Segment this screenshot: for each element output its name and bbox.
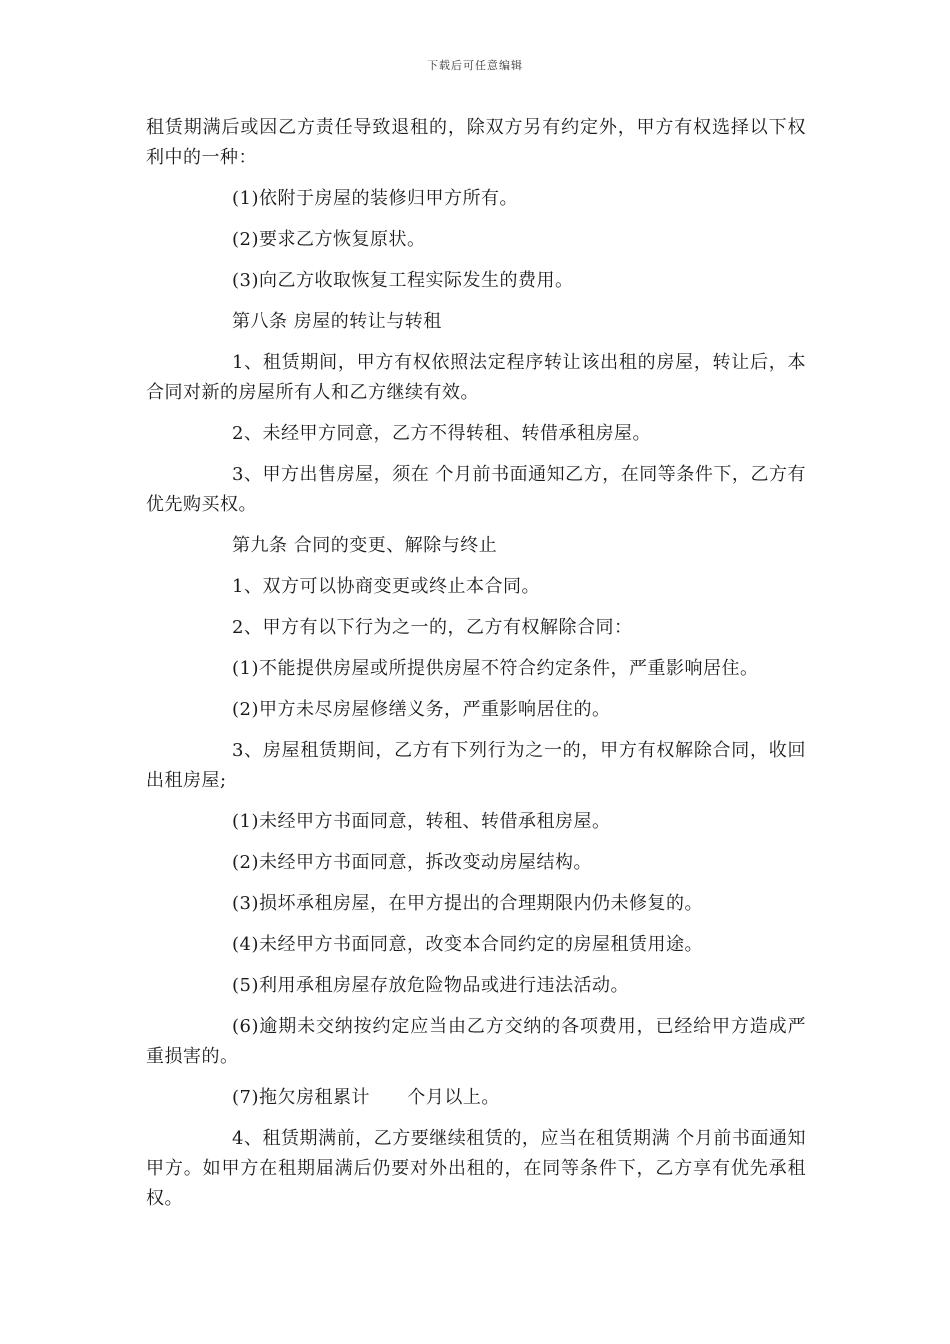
paragraph: 1、租赁期间，甲方有权依照法定程序转让该出租的房屋，转让后，本合同对新的房屋所有人和乙方继续有效。 bbox=[146, 352, 806, 403]
paragraph: 4、租赁期满前，乙方要继续租赁的，应当在租赁期满 个月前书面通知甲方。如甲方在租期届满后仍要对外出租的，在同等条件下，乙方享有优先承租权。 bbox=[146, 1128, 806, 1209]
section-heading: 第八条 房屋的转让与转租 bbox=[232, 311, 442, 332]
paragraph: 租赁期满后或因乙方责任导致退租的，除双方另有约定外，甲方有权选择以下权利中的一种： bbox=[146, 117, 806, 168]
paragraph: (2)未经甲方书面同意，拆改变动房屋结构。 bbox=[232, 852, 592, 873]
paragraph: 1、双方可以协商变更或终止本合同。 bbox=[232, 576, 540, 597]
paragraph: (1)未经甲方书面同意，转租、转借承租房屋。 bbox=[232, 811, 611, 832]
paragraph: (3)损坏承租房屋，在甲方提出的合理期限内仍未修复的。 bbox=[232, 893, 703, 914]
page-header: 下载后可任意编辑 bbox=[427, 59, 523, 72]
paragraph: (5)利用承租房屋存放危险物品或进行违法活动。 bbox=[232, 975, 629, 996]
section-heading: 第九条 合同的变更、解除与终止 bbox=[232, 535, 498, 556]
paragraph: (7)拖欠房租累计 个月以上。 bbox=[232, 1087, 500, 1108]
paragraph: (2)甲方未尽房屋修缮义务，严重影响居住的。 bbox=[232, 699, 611, 720]
paragraph: (1)不能提供房屋或所提供房屋不符合约定条件，严重影响居住。 bbox=[232, 658, 759, 679]
paragraph: (2)要求乙方恢复原状。 bbox=[232, 229, 426, 250]
paragraph: (4)未经甲方书面同意，改变本合同约定的房屋租赁用途。 bbox=[232, 934, 703, 955]
paragraph: (6)逾期未交纳按约定应当由乙方交纳的各项费用，已经给甲方造成严重损害的。 bbox=[146, 1016, 806, 1067]
paragraph: 3、房屋租赁期间，乙方有下列行为之一的，甲方有权解除合同，收回出租房屋; bbox=[146, 740, 806, 791]
paragraph: 2、未经甲方同意，乙方不得转租、转借承租房屋。 bbox=[232, 423, 651, 444]
paragraph: 2、甲方有以下行为之一的，乙方有权解除合同： bbox=[232, 617, 633, 638]
paragraph: (3)向乙方收取恢复工程实际发生的费用。 bbox=[232, 270, 574, 291]
paragraph: 3、甲方出售房屋，须在 个月前书面通知乙方，在同等条件下，乙方有优先购买权。 bbox=[146, 464, 806, 515]
paragraph: (1)依附于房屋的装修归甲方所有。 bbox=[232, 188, 518, 209]
document-body bbox=[146, 113, 806, 1225]
